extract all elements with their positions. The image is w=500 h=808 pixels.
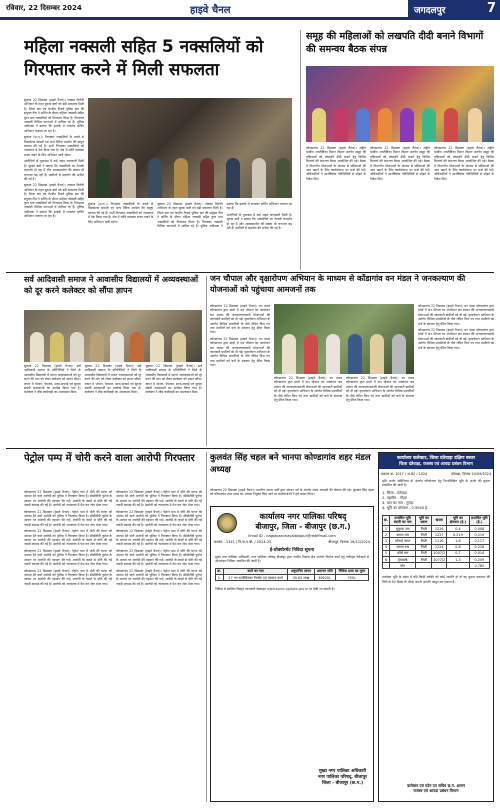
table-row: 5 कोसे राम निजी 1047/2 0.7 0.014: [383, 550, 490, 556]
table-row: 1. 27 नग नालीविस्तार निर्माण एवं मरम्मत कार्य 30.62 लाख 30620/- 750/-: [216, 575, 369, 581]
lead-col-2: सुकमा (छ.ग.)। गिरफ्तार नक्सलियों के कब्जे से विस्फोटक सामग्री एवं अन्य दैनिक उपयोग की वस्तुएं बरामद की गई हैं। सभी गिरफ्तार नक्सलियों को न्यायालय में पेश किया गया है। क्षेत्र में शांति व्यवस्था बनाए रखने के लिए अभियान जारी रहेगा। सुकमा 22 दिसम्बर (हाइवे चैनल)। नक्सल विरोधी अभियान के तहत सुरक्षा बलों को बड़ी सफलता मिली है। जिला बल एवं केन्द्रीय रिजर्व पुलिस बल की संयुक्त टीम ने सर्चिंग के दौरान महिला नक्सली सहित कुल पांच नक्सलियों को गिरफ्तार किया है। गिरफ्तार नक्सली विभिन्न घटनाओं में शामिल रहे हैं। पुलिस अधीक्षक ने बताया कि इलाके में लगातार सर्चिंग अभियान चलाया जा रहा है। आरोपियों से पूछताछ में कई अहम जानकारी मिली है। सुरक्षा बलों ने बताया कि नक्सलियों का नेटवर्क कमजोर हो रहा है और आत्मसमर्पण की संख्या भी लगातार बढ़ रही है। ग्रामीणों से सहयोग की अपील की गई है।: [88, 202, 292, 231]
school-body: सुकमा 22 दिसम्बर (हाइवे चैनल)। सर्व आदिवासी समाज के प्रतिनिधियों ने जिले के आवासीय विद्यालयों में व्याप्त अव्यवस्थाओं को दूर करने की मांग को लेकर कलेक्टर को ज्ञापन सौंपा। ज्ञापन में भोजन, पेयजल, साफ-सफाई एवं सुरक्षा संबंधी समस्याओं का उल्लेख किया गया है। कलेक्टर ने शीघ्र कार्यवाही का आश्वासन दिया। सुकमा 22 दिसम्बर (हाइवे चैनल)। सर्व आदिवासी समाज के प्रतिनिधियों ने जिले के आवासीय विद्यालयों में व्याप्त अव्यवस्थाओं को दूर करने की मांग को लेकर कलेक्टर को ज्ञापन सौंपा। ज्ञापन में भोजन, पेयजल, साफ-सफाई एवं सुरक्षा संबंधी समस्याओं का उल्लेख किया गया है। कलेक्टर ने शीघ्र कार्यवाही का आश्वासन दिया। सुकमा 22 दिसम्बर (हाइवे चैनल)। सर्व आदिवासी समाज के प्रतिनिधियों ने जिले के आवासीय विद्यालयों में व्याप्त अव्यवस्थाओं को दूर करने की मांग को लेकर कलेक्टर को ज्ञापन सौंपा। ज्ञापन में भोजन, पेयजल, साफ-सफाई एवं सुरक्षा संबंधी समस्याओं का उल्लेख किया गया है। कलेक्टर ने शीघ्र कार्यवाही का आश्वासन दिया।: [24, 364, 202, 395]
city-section: [408, 0, 500, 18]
janchaupal-col-2: कोण्डागांव 22 दिसम्बर (हाइवे चैनल)। वन मंडल कोण्डागांव द्वारा ग्रामों में जन चौपाल का आयोजन कर शासन की जनकल्याणकारी योजनाओं की जानकारी ग्रामीणों को दी गई। वृक्षारोपण अभियान के अंतर्गत विभिन्न प्रजातियों के पौधे रोपित किए गए तथा ग्रामीणों को वनों के संरक्षण हेतु प्रेरित किया गया। कोण्डागांव 22 दिसम्बर (हाइवे चैनल)। वन मंडल कोण्डागांव द्वारा ग्रामों में जन चौपाल का आयोजन कर शासन की जनकल्याणकारी योजनाओं की जानकारी ग्रामीणों को दी गई। वृक्षारोपण अभियान के अंतर्गत विभिन्न प्रजातियों के पौधे रोपित किए गए तथा ग्रामीणों को वनों के संरक्षण हेतु प्रेरित किया गया।: [274, 376, 414, 403]
school-headline: सर्व आदिवासी समाज ने आवासीय विद्यालयों में अव्यवस्थाओं को दूर करने कलेक्टर को सौंपा ज्ञापन: [24, 275, 199, 295]
lead-headline: महिला नक्सली सहित 5 नक्सलियों को गिरफ्तार करने में मिली सफलता: [24, 37, 264, 80]
theft-body: कोण्डागांव 22 दिसम्बर (हाइवे चैनल)। पेट्रोल पम्प में चोरी की घटना को अंजाम देने वाले आरोपी को पुलिस ने गिरफ्तार किया है। सीसीटीवी फुटेज के आधार पर आरोपी की पहचान की गई। आरोपी के कब्जे से चोरी की गई नकदी बरामद की गई है। आरोपी को न्यायालय में पेश कर जेल भेजा गया। कोण्डागांव 22 दिसम्बर (हाइवे चैनल)। पेट्रोल पम्प में चोरी की घटना को अंजाम देने वाले आरोपी को पुलिस ने गिरफ्तार किया है। सीसीटीवी फुटेज के आधार पर आरोपी की पहचान की गई। आरोपी के कब्जे से चोरी की गई नकदी बरामद की गई है। आरोपी को न्यायालय में पेश कर जेल भेजा गया। कोण्डागांव 22 दिसम्बर (हाइवे चैनल)। पेट्रोल पम्प में चोरी की घटना को अंजाम देने वाले आरोपी को पुलिस ने गिरफ्तार किया है। सीसीटीवी फुटेज के आधार पर आरोपी की पहचान की गई। आरोपी के कब्जे से चोरी की गई नकदी बरामद की गई है। आरोपी को न्यायालय में पेश कर जेल भेजा गया। कोण्डागांव 22 दिसम्बर (हाइवे चैनल)। पेट्रोल पम्प में चोरी की घटना को अंजाम देने वाले आरोपी को पुलिस ने गिरफ्तार किया है। सीसीटीवी फुटेज के आधार पर आरोपी की पहचान की गई। आरोपी के कब्जे से चोरी की गई नकदी बरामद की गई है। आरोपी को न्यायालय में पेश कर जेल भेजा गया। कोण्डागांव 22 दिसम्बर (हाइवे चैनल)। पेट्रोल पम्प में चोरी की घटना को अंजाम देने वाले आरोपी को पुलिस ने गिरफ्तार किया है। सीसीटीवी फुटेज के आधार पर आरोपी की पहचान की गई। आरोपी के कब्जे से चोरी की गई नकदी बरामद की गई है। आरोपी को न्यायालय में पेश कर जेल भेजा गया।: [24, 490, 112, 586]
janchaupal-col-3: कोण्डागांव 22 दिसम्बर (हाइवे चैनल)। वन मंडल कोण्डागांव द्वारा ग्रामों में जन चौपाल का आयोजन कर शासन की जनकल्याणकारी योजनाओं की जानकारी ग्रामीणों को दी गई। वृक्षारोपण अभियान के अंतर्गत विभिन्न प्रजातियों के पौधे रोपित किए गए तथा ग्रामीणों को वनों के संरक्षण हेतु प्रेरित किया गया। कोण्डागांव 22 दिसम्बर (हाइवे चैनल)। वन मंडल कोण्डागांव द्वारा ग्रामों में जन चौपाल का आयोजन कर शासन की जनकल्याणकारी योजनाओं की जानकारी ग्रामीणों को दी गई। वृक्षारोपण अभियान के अंतर्गत विभिन्न प्रजातियों के पौधे रोपित किए गए तथा ग्रामीणों को वनों के संरक्षण हेतु प्रेरित किया गया।: [418, 304, 494, 350]
shg-headline: समूह की महिलाओं को लखपति दीदी बनाने विभागों की समन्वय बैठक संपन्न: [306, 31, 484, 55]
table-row: योग 0.785: [383, 563, 490, 569]
shg-photo: [306, 66, 494, 142]
issue-date: रविवार, 22 दिसम्बर 2024: [6, 4, 82, 12]
table-row: 4 सत्यम राम निजी 1224 0.8 0.218: [383, 544, 490, 550]
theft-headline: पेट्रोल पम्प में चोरी करने वाला आरोपी गिरफ्तार: [24, 453, 195, 464]
janchaupal-photo: [274, 304, 414, 374]
page-number: 7: [486, 1, 496, 16]
forest-headline: कुलवंत सिंह चहल बने भानपा कोण्डागांव शहर मंडल अध्यक्ष: [210, 453, 371, 475]
land-table: क्र. प्रभावित भूमि स्वामी का नाम भूमि का प्रकार खसरा भूमि का क्षेत्रफल (हे.) प्रभावित भूमि (हे.) 1 मुकुन्दा राम निजी 1226 0.4 0.008 2 कमल राम निजी 1227 0.219 0.219 3 सोनाई जगत निजी 1116 1.8 0.117 4 सत्यम राम निजी 1224 0.8 0.218 5 कोसे राम निजी 1047/2 0.7 0.014 6 हेमाबती निजी 1077/2 1.3 0.209 योग 0.785: [382, 515, 490, 570]
table-row: 3 सोनाई जगत निजी 1116 1.8 0.117: [383, 538, 490, 544]
table-row: 1 मुकुन्दा राम निजी 1226 0.4 0.008: [383, 526, 490, 532]
school-photo: [24, 310, 202, 362]
table-row: 6 हेमाबती निजी 1077/2 1.3 0.209: [383, 556, 490, 562]
tender-notice: कार्यालय नगर पालिका परिषद् बीजापुर, जिला - बीजापुर (छ.ग.) Email ID - nagarpanchayatbijapur@rediffmail.com क्रमांक - 1341 / नि.पा.प.बी. / 2024-25 बीजापुर, दिनांक 19/12/2024 ई-प्रोक्योरमेंट निविदा सूचना मुख्य नगर पालिका अधिकारी, नगर पालिका परिषद् बीजापुर द्वारा नगरीय निकाय क्षेत्र अंतर्गत निर्माण कार्य हेतु पंजीकृत ठेकेदारों से ऑनलाइन निविदा आमंत्रित की जाती है। क्र. कार्य का नाम अनुमानित लागत अमानत राशि निविदा प्रपत्र का मूल्य 1. 27 नग नालीविस्तार निर्माण एवं मरम्मत कार्य 30.62 लाख 30620/- 750/- निविदा से संबंधित विस्तृत जानकारी वेबसाइट www.eproc.cgstate.gov.in पर देखी जा सकती है। मुख्य नगर पालिका अधिकारी नगर पालिका परिषद्, बीजापुर जिला - बीजापुर (छ.ग.): [210, 506, 374, 802]
janchaupal-col-1: कोण्डागांव 22 दिसम्बर (हाइवे चैनल)। वन मंडल कोण्डागांव द्वारा ग्रामों में जन चौपाल का आयोजन कर शासन की जनकल्याणकारी योजनाओं की जानकारी ग्रामीणों को दी गई। वृक्षारोपण अभियान के अंतर्गत विभिन्न प्रजातियों के पौधे रोपित किए गए तथा ग्रामीणों को वनों के संरक्षण हेतु प्रेरित किया गया। कोण्डागांव 22 दिसम्बर (हाइवे चैनल)। वन मंडल कोण्डागांव द्वारा ग्रामों में जन चौपाल का आयोजन कर शासन की जनकल्याणकारी योजनाओं की जानकारी ग्रामीणों को दी गई। वृक्षारोपण अभियान के अंतर्गत विभिन्न प्रजातियों के पौधे रोपित किए गए तथा ग्रामीणों को वनों के संरक्षण हेतु प्रेरित किया गया।: [210, 304, 270, 368]
janchaupal-headline: जन चौपाल और वृक्षारोपण अभियान के माध्यम से कोंडागांव वन मंडल ने जनकल्याण की योजनाओं को पहुंचाया आमजनों तक: [210, 274, 466, 294]
forest-body: कोण्डागांव 22 दिसम्बर (हाइवे चैनल)। भारतीय जनता पार्टी द्वारा संगठन पर्व के अंतर्गत मंडल अध्यक्षों की घोषणा की गई। कुलवंत सिंह चहल को कोण्डागांव शहर मंडल का अध्यक्ष नियुक्त किए जाने पर कार्यकर्ताओं ने हर्ष व्यक्त किया।: [210, 488, 374, 497]
city-label: जगदलपुर: [414, 6, 446, 16]
land-notice: कार्यालय कलेक्टर, जिला दंतेवाड़ा दक्षिण बस्तर जिला दंतेवाड़ा, राजस्व एवं आपदा प्रबंधन विभाग प्रकरण क्र. 1017 / अ-82 / 2024 दंतेवाड़ा, दिनांक 20/09/2024 भूमि अर्जन अधिनियम के अंतर्गत परियोजना हेतु निम्नलिखित भूमि के अर्जन की सूचना प्रकाशित की जाती है। 1. जिला - दंतेवाड़ा 2. तहसील - गीदम 3. ग्राम का नाम - गुमड़ा 4. भूमि का क्षेत्रफल - 0.9940 हे. क्र. प्रभावित भूमि स्वामी का नाम भूमि का प्रकार खसरा भूमि का क्षेत्रफल (हे.) प्रभावित भूमि (हे.) 1 मुकुन्दा राम निजी 1226 0.4 0.008 2 कमल राम निजी 1227 0.219 0.219 3 सोनाई जगत निजी 1116 1.8 0.117 4 सत्यम राम निजी 1224 0.8 0.218 5 कोसे राम निजी 1047/2 0.7 0.014 6 हेमाबती निजी 1077/2 1.3 0.209 योग 0.785 उपरोक्त भूमि के संबंध में यदि किसी व्यक्ति को कोई आपत्ति हो तो वह सूचना प्रकाशन की तिथि से 60 दिवस के भीतर अपनी आपत्ति प्रस्तुत कर सकता है। कलेक्टर एवं पदेन उप सचिव छ.ग. शासन राजस्व एवं आपदा प्रबंधन विभाग: [378, 452, 494, 802]
masthead: [0, 0, 500, 20]
tender-table: क्र. कार्य का नाम अनुमानित लागत अमानत राशि निविदा प्रपत्र का मूल्य 1. 27 नग नालीविस्तार निर्माण एवं मरम्मत कार्य 30.62 लाख 30620/- 750/-: [215, 568, 369, 581]
lead-photo: [88, 98, 292, 198]
emblem-icon: [217, 513, 237, 533]
paper-name: हाइवे चैनल: [190, 5, 231, 16]
table-row: 2 कमल राम निजी 1227 0.219 0.219: [383, 532, 490, 538]
lead-col-1: सुकमा 22 दिसम्बर (हाइवे चैनल)। नक्सल विरोधी अभियान के तहत सुरक्षा बलों को बड़ी सफलता मिली है। जिला बल एवं केन्द्रीय रिजर्व पुलिस बल की संयुक्त टीम ने सर्चिंग के दौरान महिला नक्सली सहित कुल पांच नक्सलियों को गिरफ्तार किया है। गिरफ्तार नक्सली विभिन्न घटनाओं में शामिल रहे हैं। पुलिस अधीक्षक ने बताया कि इलाके में लगातार सर्चिंग अभियान चलाया जा रहा है। सुकमा (छ.ग.)। गिरफ्तार नक्सलियों के कब्जे से विस्फोटक सामग्री एवं अन्य दैनिक उपयोग की वस्तुएं बरामद की गई हैं। सभी गिरफ्तार नक्सलियों को न्यायालय में पेश किया गया है। क्षेत्र में शांति व्यवस्था बनाए रखने के लिए अभियान जारी रहेगा। आरोपियों से पूछताछ में कई अहम जानकारी मिली है। सुरक्षा बलों ने बताया कि नक्सलियों का नेटवर्क कमजोर हो रहा है और आत्मसमर्पण की संख्या भी लगातार बढ़ रही है। ग्रामीणों से सहयोग की अपील की गई है। सुकमा 22 दिसम्बर (हाइवे चैनल)। नक्सल विरोधी अभियान के तहत सुरक्षा बलों को बड़ी सफलता मिली है। जिला बल एवं केन्द्रीय रिजर्व पुलिस बल की संयुक्त टीम ने सर्चिंग के दौरान महिला नक्सली सहित कुल पांच नक्सलियों को गिरफ्तार किया है। गिरफ्तार नक्सली विभिन्न घटनाओं में शामिल रहे हैं। पुलिस अधीक्षक ने बताया कि इलाके में लगातार सर्चिंग अभियान चलाया जा रहा है।: [24, 98, 84, 219]
theft-body-2: कोण्डागांव 22 दिसम्बर (हाइवे चैनल)। पेट्रोल पम्प में चोरी की घटना को अंजाम देने वाले आरोपी को पुलिस ने गिरफ्तार किया है। सीसीटीवी फुटेज के आधार पर आरोपी की पहचान की गई। आरोपी के कब्जे से चोरी की गई नकदी बरामद की गई है। आरोपी को न्यायालय में पेश कर जेल भेजा गया। कोण्डागांव 22 दिसम्बर (हाइवे चैनल)। पेट्रोल पम्प में चोरी की घटना को अंजाम देने वाले आरोपी को पुलिस ने गिरफ्तार किया है। सीसीटीवी फुटेज के आधार पर आरोपी की पहचान की गई। आरोपी के कब्जे से चोरी की गई नकदी बरामद की गई है। आरोपी को न्यायालय में पेश कर जेल भेजा गया। कोण्डागांव 22 दिसम्बर (हाइवे चैनल)। पेट्रोल पम्प में चोरी की घटना को अंजाम देने वाले आरोपी को पुलिस ने गिरफ्तार किया है। सीसीटीवी फुटेज के आधार पर आरोपी की पहचान की गई। आरोपी के कब्जे से चोरी की गई नकदी बरामद की गई है। आरोपी को न्यायालय में पेश कर जेल भेजा गया। कोण्डागांव 22 दिसम्बर (हाइवे चैनल)। पेट्रोल पम्प में चोरी की घटना को अंजाम देने वाले आरोपी को पुलिस ने गिरफ्तार किया है। सीसीटीवी फुटेज के आधार पर आरोपी की पहचान की गई। आरोपी के कब्जे से चोरी की गई नकदी बरामद की गई है। आरोपी को न्यायालय में पेश कर जेल भेजा गया। कोण्डागांव 22 दिसम्बर (हाइवे चैनल)। पेट्रोल पम्प में चोरी की घटना को अंजाम देने वाले आरोपी को पुलिस ने गिरफ्तार किया है। सीसीटीवी फुटेज के आधार पर आरोपी की पहचान की गई। आरोपी के कब्जे से चोरी की गई नकदी बरामद की गई है। आरोपी को न्यायालय में पेश कर जेल भेजा गया।: [116, 490, 202, 586]
shg-body: कोण्डागांव 22 दिसम्बर (हाइवे चैनल)। राष्ट्रीय ग्रामीण आजीविका मिशन बिहान अंतर्गत समूह की महिलाओं को लखपति दीदी बनाने हेतु विभिन्न विभागों की समन्वय बैठक आयोजित की गई। बैठक में विभागीय योजनाओं के माध्यम से महिलाओं की आय बढ़ाने के लिए कार्ययोजना पर चर्चा की गई। अधिकारियों ने आजीविका गतिविधियों से जोड़ने के निर्देश दिए। कोण्डागांव 22 दिसम्बर (हाइवे चैनल)। राष्ट्रीय ग्रामीण आजीविका मिशन बिहान अंतर्गत समूह की महिलाओं को लखपति दीदी बनाने हेतु विभिन्न विभागों की समन्वय बैठक आयोजित की गई। बैठक में विभागीय योजनाओं के माध्यम से महिलाओं की आय बढ़ाने के लिए कार्ययोजना पर चर्चा की गई। अधिकारियों ने आजीविका गतिविधियों से जोड़ने के निर्देश दिए। कोण्डागांव 22 दिसम्बर (हाइवे चैनल)। राष्ट्रीय ग्रामीण आजीविका मिशन बिहान अंतर्गत समूह की महिलाओं को लखपति दीदी बनाने हेतु विभिन्न विभागों की समन्वय बैठक आयोजित की गई। बैठक में विभागीय योजनाओं के माध्यम से महिलाओं की आय बढ़ाने के लिए कार्ययोजना पर चर्चा की गई। अधिकारियों ने आजीविका गतिविधियों से जोड़ने के निर्देश दिए।: [306, 146, 494, 181]
